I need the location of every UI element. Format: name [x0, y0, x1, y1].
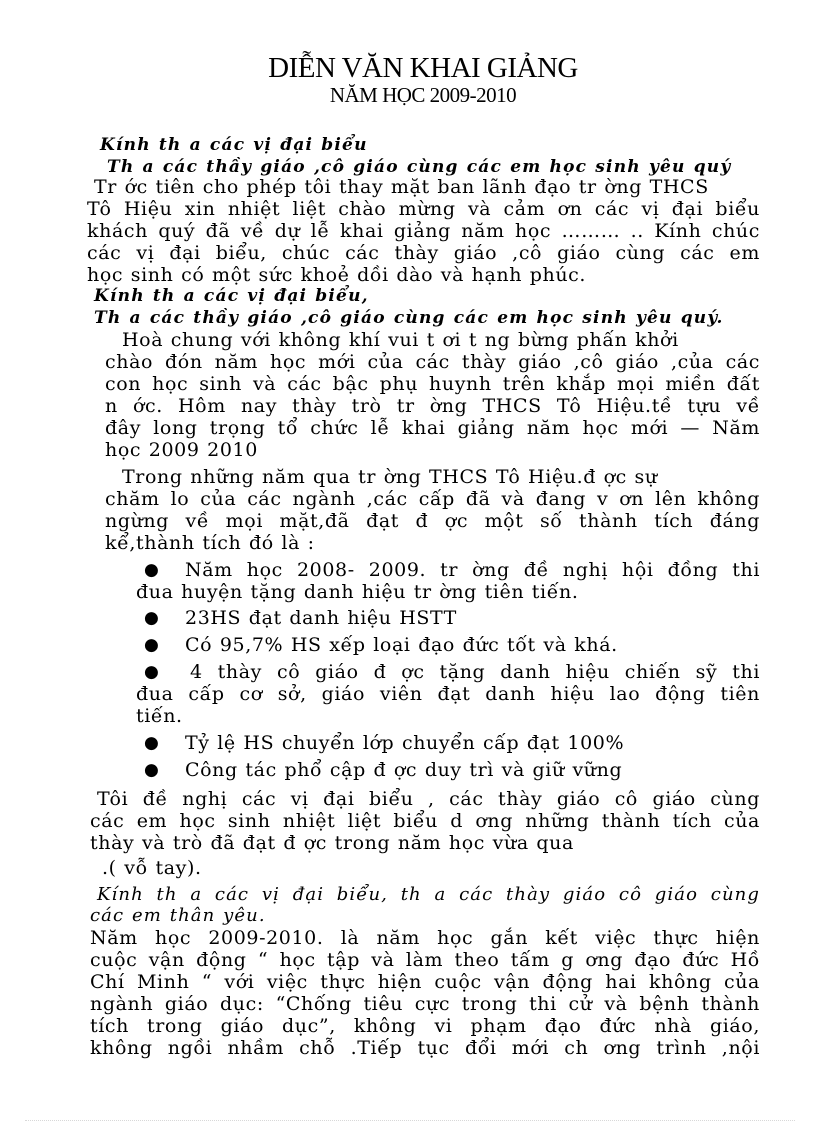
greeting-line: Kính th a các vị đại biểu, th a các thày giáo cô giáo cùng	[97, 884, 760, 905]
paragraph-line: kể,thành tích đó là :	[105, 532, 315, 554]
bullet-icon: ●	[144, 760, 159, 780]
greeting-line: các em thân yêu.	[90, 905, 266, 926]
paragraph-line: tích trong giáo dục”, không vi phạm đạo đức nhà giáo,	[90, 1015, 760, 1037]
paragraph-line: Tô Hiệu xin nhiệt liệt chào mừng và cảm ơn các vị đại biểu	[87, 198, 760, 220]
list-item: đua cấp cơ sở, giáo viên đạt danh hiệu lao động tiên	[136, 683, 760, 705]
paragraph-line: con học sinh và các bậc phụ huynh trên khắp mọi miền đất	[105, 373, 760, 395]
paragraph-line: Trong những năm qua tr ờng THCS Tô Hiệu.đ ợc sự	[122, 466, 658, 488]
paragraph-line: đây long trọng tổ chức lễ khai giảng năm học mới — Năm	[105, 417, 760, 439]
list-item: Có 95,7% HS xếp loại đạo đức tốt và khá.	[185, 634, 618, 656]
paragraph-line: các vị đại biểu, chúc các thày giáo ,cô giáo cùng các em	[87, 242, 760, 264]
bullet-icon: ●	[144, 560, 159, 580]
paragraph-line: ngành giáo dục: “Chống tiêu cực trong thi cử và bệnh thành	[90, 993, 760, 1015]
greeting-line: Kính th a các vị đại biểu,	[94, 286, 369, 306]
paragraph-line: chăm lo của các ngành ,các cấp đã và đang v ơn lên không	[105, 488, 760, 510]
paragraph-line: chào đón năm học mới của các thày giáo ,cô giáo ,của các	[105, 351, 760, 373]
paragraph-line: khách quý đã về dự lễ khai giảng năm học ……… .. Kính chúc	[87, 220, 760, 242]
paragraph-line: Tr ớc tiên cho phép tôi thay mặt ban lãnh đạo tr ờng THCS	[94, 176, 709, 198]
paragraph-line: không ngồi nhầm chỗ .Tiếp tục đổi mới ch ơng trình ,nội	[90, 1037, 760, 1059]
bullet-icon: ●	[144, 608, 159, 628]
greeting-line: Th a các thầy giáo ,cô giáo cùng các em học sinh yêu quý.	[94, 308, 724, 328]
list-item: Công tác phổ cập đ ợc duy trì và giữ vững	[185, 759, 623, 781]
paragraph-line: thày và trò đã đạt đ ợc trong năm học vừa qua	[90, 832, 574, 854]
paragraph-line: Năm học 2009-2010. là năm học gắn kết việc thực hiện	[90, 927, 760, 949]
page-subtitle: NĂM HỌC 2009-2010	[329, 83, 517, 107]
bullet-icon: ●	[144, 733, 159, 753]
paragraph-line: Hoà chung với không khí vui t ơi t ng bừng phấn khởi	[122, 329, 679, 351]
paragraph-line: n ớc. Hôm nay thày trò tr ờng THCS Tô Hiệu.tề tựu về	[105, 395, 760, 417]
paragraph-line: học 2009 2010	[105, 439, 258, 461]
list-item: tiến.	[136, 705, 183, 727]
greeting-line: Kính th a các vị đại biểu	[100, 135, 368, 155]
page-bottom-divider	[25, 1120, 795, 1121]
greeting-line: Th a các thầy giáo ,cô giáo cùng các em học sinh yêu quý	[107, 157, 732, 177]
paragraph-line: ngừng về mọi mặt,đã đạt đ ợc một số thành tích đáng	[105, 510, 760, 532]
bullet-icon: ●	[144, 635, 159, 655]
paragraph-line: .( vỗ tay).	[102, 857, 202, 879]
list-item: 23HS đạt danh hiệu HSTT	[185, 607, 457, 629]
paragraph-line: học sinh có một sức khoẻ dồi dào và hạnh phúc.	[87, 264, 587, 286]
paragraph-line: Chí Minh “ với việc thực hiện cuộc vận động hai không của	[90, 971, 760, 993]
paragraph-line: cuộc vận động “ học tập và làm theo tấm g ơng đạo đức Hồ	[90, 949, 760, 971]
list-item: 4 thày cô giáo đ ợc tặng danh hiệu chiến sỹ thi	[190, 661, 760, 683]
paragraph-line: các em học sinh nhiệt liệt biểu d ơng những thành tích của	[90, 810, 760, 832]
bullet-icon: ●	[144, 662, 159, 682]
list-item: Tỷ lệ HS chuyển lớp chuyển cấp đạt 100%	[185, 732, 625, 754]
page-title: DIỄN VĂN KHAI GIẢNG	[268, 52, 578, 84]
list-item: đua huyện tặng danh hiệu tr ờng tiên tiến.	[136, 581, 579, 603]
list-item: Năm học 2008- 2009. tr ờng đề nghị hội đồng thi	[185, 559, 760, 581]
paragraph-line: Tôi đề nghị các vị đại biểu , các thày giáo cô giáo cùng	[97, 788, 760, 810]
